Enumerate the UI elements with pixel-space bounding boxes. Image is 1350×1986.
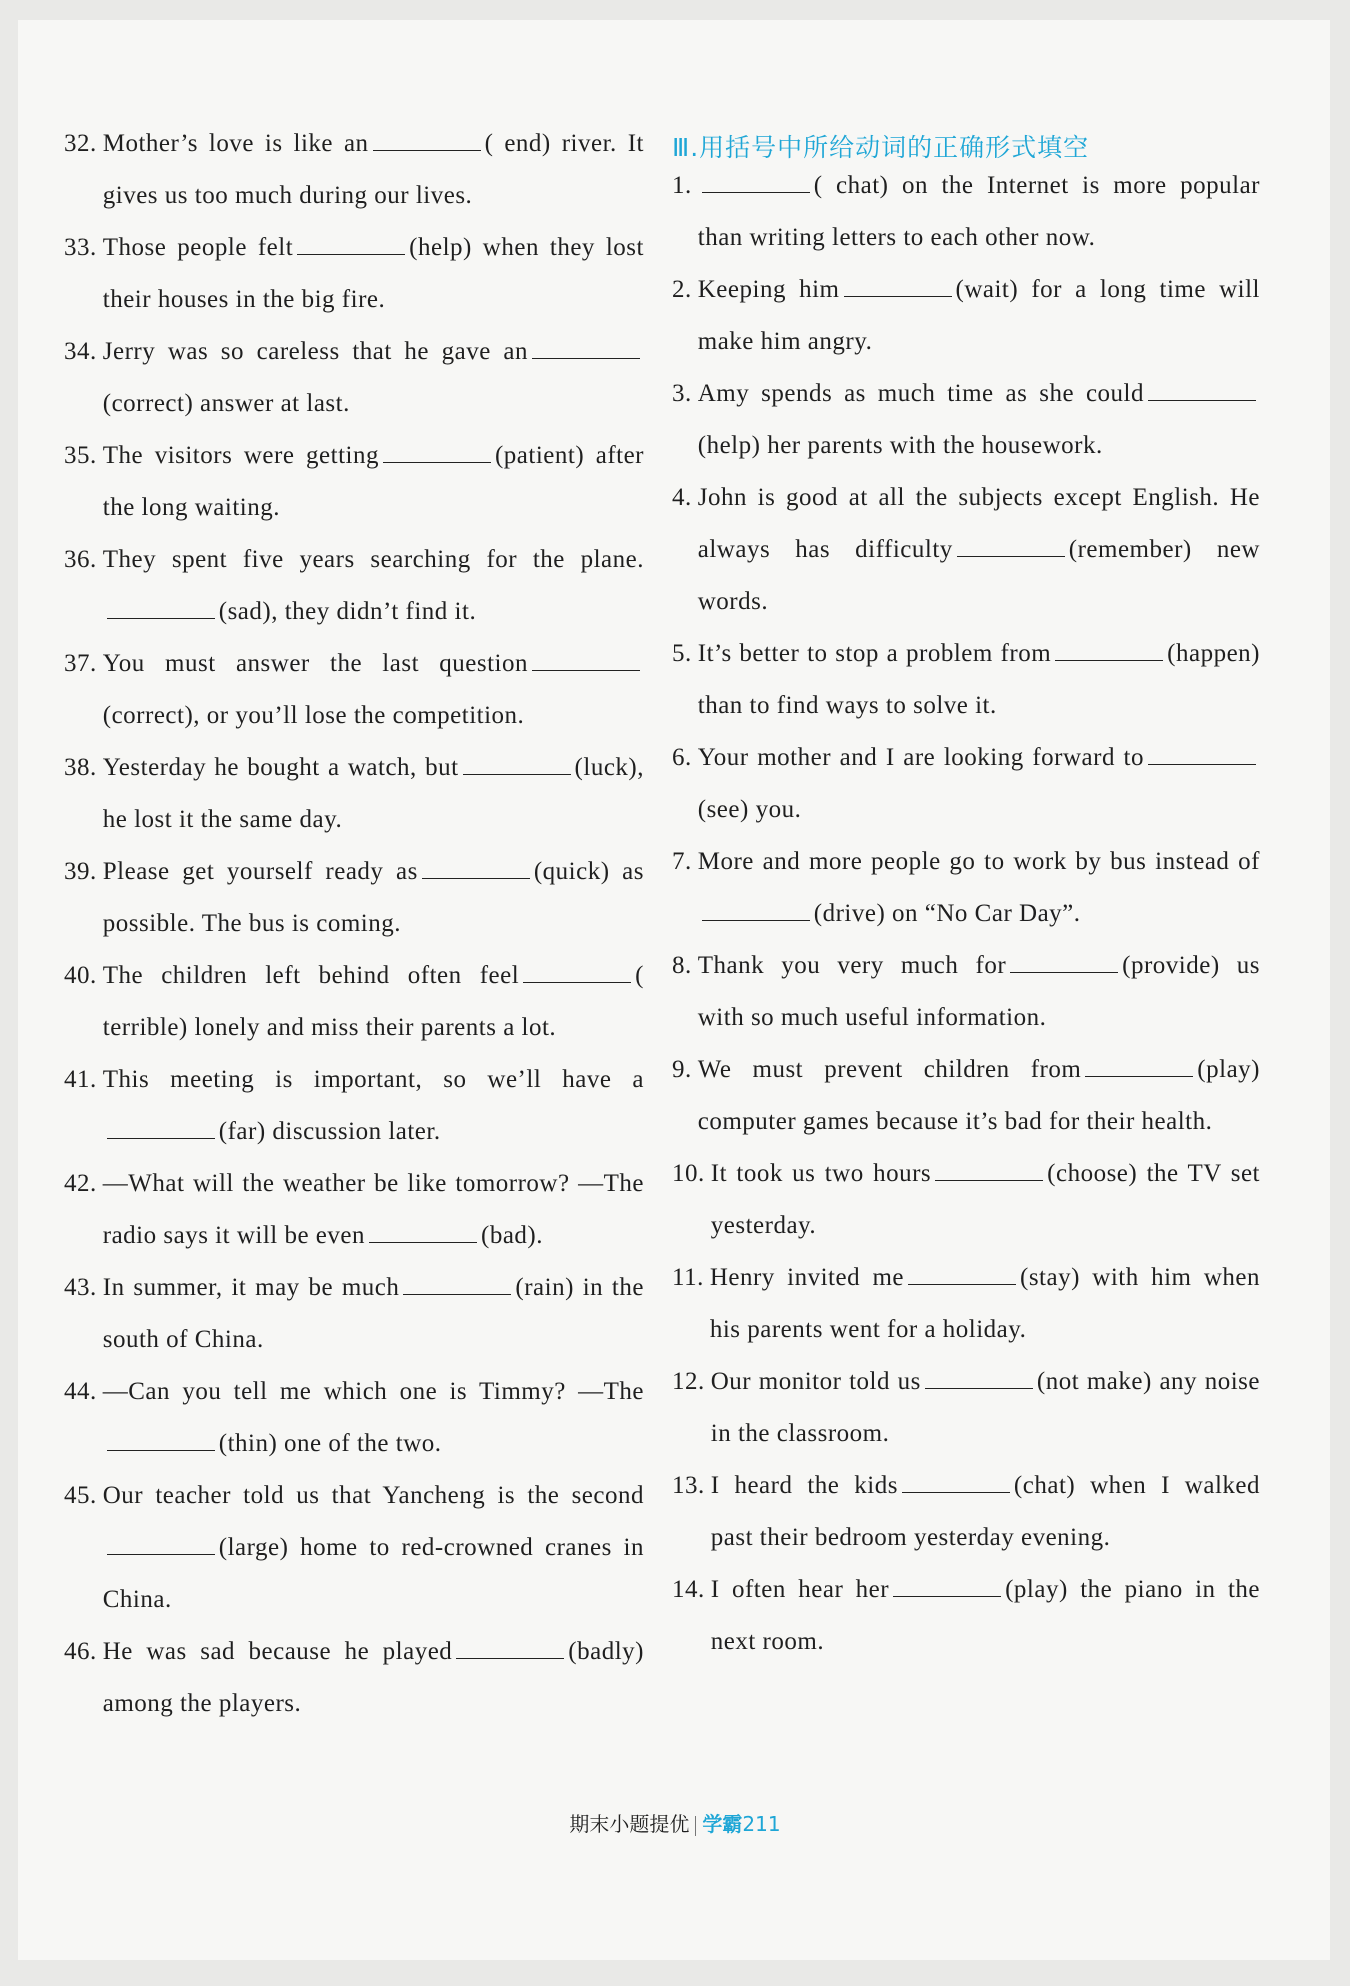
- question-item: [64, 1626, 644, 1730]
- question-text: [698, 160, 1260, 264]
- question-item: [64, 1054, 644, 1158]
- answer-blank[interactable]: [107, 592, 215, 619]
- question-number: 1.: [672, 172, 692, 199]
- question-text: [103, 1262, 644, 1366]
- footer-brand: 学霸: [702, 1812, 743, 1836]
- question-text: [711, 1356, 1260, 1460]
- footer-book-title: 期末小题提优: [569, 1812, 690, 1836]
- question-text-before: More and more people go to work by bus instead of: [697, 848, 1260, 875]
- question-item: [672, 1356, 1260, 1460]
- question-number: 45.: [64, 1482, 97, 1509]
- question-number: 39.: [64, 858, 97, 885]
- question-text-after: (drive) on “No Car Day”.: [813, 900, 1081, 927]
- question-text-after: (large) home to red-crowned cranes in China.: [102, 1534, 644, 1613]
- question-text-before: Those people felt: [102, 234, 294, 261]
- question-number: 38.: [64, 754, 97, 781]
- question-item: [64, 1366, 644, 1470]
- question-text-before: Amy spends as much time as she could: [697, 380, 1144, 407]
- question-number: 14.: [672, 1576, 705, 1603]
- question-text-after: (not make) any noise in the classroom.: [710, 1368, 1260, 1447]
- answer-blank[interactable]: [702, 166, 810, 193]
- question-text: [103, 742, 644, 846]
- question-text: [103, 326, 644, 430]
- question-number: 11.: [672, 1264, 704, 1291]
- question-text-before: You must answer the last question: [102, 650, 528, 677]
- question-text-before: Your mother and I are looking forward to: [697, 744, 1144, 771]
- section-title: Ⅲ.用括号中所给动词的正确形式填空: [672, 133, 1090, 162]
- answer-blank[interactable]: [373, 124, 481, 151]
- question-text: [103, 1626, 644, 1730]
- question-number: 13.: [672, 1472, 705, 1499]
- question-text-after: (patient) after the long waiting.: [102, 442, 645, 521]
- question-number: 44.: [64, 1378, 97, 1405]
- question-text-before: Henry invited me: [709, 1264, 904, 1291]
- answer-blank[interactable]: [902, 1466, 1010, 1493]
- question-text-after: (sad), they didn’t find it.: [218, 598, 477, 625]
- question-text-before: We must prevent children from: [697, 1056, 1082, 1083]
- question-text-after: (play) computer games because it’s bad for their health.: [697, 1056, 1260, 1135]
- question-number: 36.: [64, 546, 97, 573]
- answer-blank[interactable]: [935, 1154, 1043, 1181]
- question-item: [672, 1044, 1260, 1148]
- question-number: 7.: [672, 848, 692, 875]
- question-number: 12.: [672, 1368, 705, 1395]
- question-text-after: ( terrible) lonely and miss their parents a lot.: [102, 962, 644, 1041]
- question-item: [64, 950, 644, 1054]
- answer-blank[interactable]: [463, 748, 571, 775]
- question-item: [64, 638, 644, 742]
- question-text-after: (remember) new words.: [697, 536, 1260, 615]
- question-text-after: (stay) with him when his parents went for a holiday.: [709, 1264, 1260, 1343]
- question-text-before: Keeping him: [697, 276, 840, 303]
- question-number: 8.: [672, 952, 692, 979]
- question-number: 5.: [672, 640, 692, 667]
- question-item: [64, 430, 644, 534]
- answer-blank[interactable]: [1085, 1050, 1193, 1077]
- answer-blank[interactable]: [844, 270, 952, 297]
- question-text-after: (correct), or you’ll lose the competition.: [102, 702, 525, 729]
- question-text-before: John is good at all the subjects except English. He always has difficulty: [697, 484, 1260, 563]
- question-item: [64, 1262, 644, 1366]
- question-text: [103, 222, 644, 326]
- question-text-before: The visitors were getting: [102, 442, 379, 469]
- question-number: 6.: [672, 744, 692, 771]
- question-text: [103, 846, 644, 950]
- question-number: 10.: [672, 1160, 705, 1187]
- question-text-after: (play) the piano in the next room.: [710, 1576, 1260, 1655]
- question-text: [103, 1470, 644, 1626]
- question-text-before: I heard the kids: [710, 1472, 898, 1499]
- question-text: [698, 368, 1260, 472]
- answer-blank[interactable]: [532, 644, 640, 671]
- question-text-before: Jerry was so careless that he gave an: [102, 338, 528, 365]
- question-text-after: (wait) for a long time will make him angry.: [697, 276, 1260, 355]
- question-item: [672, 732, 1260, 836]
- question-text-after: (correct) answer at last.: [102, 390, 350, 417]
- answer-blank[interactable]: [925, 1362, 1033, 1389]
- question-text-before: Thank you very much for: [697, 952, 1007, 979]
- question-text-after: ( end) river. It gives us too much during our lives.: [102, 130, 644, 209]
- question-text-before: This meeting is important, so we’ll have a: [102, 1066, 644, 1093]
- question-number: 41.: [64, 1066, 97, 1093]
- question-number: 9.: [672, 1056, 692, 1083]
- answer-blank[interactable]: [532, 332, 640, 359]
- question-text: [711, 1564, 1260, 1668]
- question-number: 4.: [672, 484, 692, 511]
- question-text-after: (rain) in the south of China.: [102, 1274, 644, 1353]
- question-text: [711, 1460, 1260, 1564]
- question-number: 46.: [64, 1638, 97, 1665]
- question-text-before: —What will the weather be like tomorrow? —The radio says it will be even: [102, 1170, 644, 1249]
- question-text-after: (luck), he lost it the same day.: [102, 754, 644, 833]
- left-column: [64, 118, 644, 1730]
- question-text-after: (help) when they lost their houses in the big fire.: [102, 234, 644, 313]
- question-text-before: It took us two hours: [710, 1160, 932, 1187]
- question-item: [672, 472, 1260, 628]
- question-text-after: (provide) us with so much useful information.: [697, 952, 1261, 1031]
- answer-blank[interactable]: [422, 852, 530, 879]
- answer-blank[interactable]: [1148, 738, 1256, 765]
- question-text-after: ( chat) on the Internet is more popular than writing letters to each other now.: [697, 172, 1260, 251]
- question-text: [103, 118, 644, 222]
- question-text-after: (happen) than to find ways to solve it.: [697, 640, 1260, 719]
- question-text: [711, 1148, 1260, 1252]
- question-text-before: They spent five years searching for the plane.: [102, 546, 644, 573]
- question-number: 37.: [64, 650, 97, 677]
- question-text: [698, 264, 1260, 368]
- question-text-before: Please get yourself ready as: [102, 858, 418, 885]
- question-text-before: He was sad because he played: [102, 1638, 453, 1665]
- question-text-before: Yesterday he bought a watch, but: [102, 754, 459, 781]
- question-text-before: Our monitor told us: [710, 1368, 921, 1395]
- answer-blank[interactable]: [908, 1258, 1016, 1285]
- question-number: 3.: [672, 380, 692, 407]
- answer-blank[interactable]: [1148, 374, 1256, 401]
- question-number: 40.: [64, 962, 97, 989]
- question-item: [672, 1148, 1260, 1252]
- question-number: 2.: [672, 276, 692, 303]
- answer-blank[interactable]: [893, 1570, 1001, 1597]
- question-text: [698, 472, 1260, 628]
- question-item: [672, 368, 1260, 472]
- question-item: [672, 1252, 1260, 1356]
- question-item: [64, 742, 644, 846]
- question-text: [103, 430, 644, 534]
- right-column: [672, 160, 1260, 1668]
- question-number: 34.: [64, 338, 97, 365]
- question-text: [710, 1252, 1260, 1356]
- question-text-after: (thin) one of the two.: [218, 1430, 442, 1457]
- answer-blank[interactable]: [1055, 634, 1163, 661]
- question-item: [672, 1460, 1260, 1564]
- question-text-after: (choose) the TV set yesterday.: [710, 1160, 1261, 1239]
- question-text: [698, 1044, 1260, 1148]
- question-text: [103, 1366, 644, 1470]
- answer-blank[interactable]: [383, 436, 491, 463]
- answer-blank[interactable]: [297, 228, 405, 255]
- question-item: [672, 940, 1260, 1044]
- question-text-after: (bad).: [481, 1222, 543, 1249]
- question-text: [103, 638, 644, 742]
- question-item: [64, 1470, 644, 1626]
- question-item: [64, 118, 644, 222]
- question-text-after: (see) you.: [697, 796, 802, 823]
- question-number: 35.: [64, 442, 97, 469]
- answer-blank[interactable]: [369, 1216, 477, 1243]
- answer-blank[interactable]: [107, 1424, 215, 1451]
- question-text: [698, 940, 1260, 1044]
- question-number: 42.: [64, 1170, 97, 1197]
- question-item: [64, 534, 644, 638]
- answer-blank[interactable]: [107, 1112, 215, 1139]
- question-item: [64, 222, 644, 326]
- question-text-before: —Can you tell me which one is Timmy? —The: [102, 1378, 644, 1405]
- question-number: 32.: [64, 130, 97, 157]
- answer-blank[interactable]: [1010, 946, 1118, 973]
- question-item: [64, 326, 644, 430]
- question-text: [698, 836, 1260, 940]
- question-text-after: (badly) among the players.: [102, 1638, 644, 1717]
- question-number: 43.: [64, 1274, 97, 1301]
- question-text-before: Mother’s love is like an: [102, 130, 369, 157]
- question-text-before: The children left behind often feel: [102, 962, 520, 989]
- question-text: [103, 950, 644, 1054]
- answer-blank[interactable]: [523, 956, 631, 983]
- question-text-before: It’s better to stop a problem from: [697, 640, 1052, 667]
- question-item: [672, 836, 1260, 940]
- question-number: 33.: [64, 234, 97, 261]
- question-text: [698, 628, 1260, 732]
- question-item: [64, 1158, 644, 1262]
- question-item: [64, 846, 644, 950]
- question-text: [103, 1054, 644, 1158]
- question-text: [103, 1158, 644, 1262]
- question-item: [672, 160, 1260, 264]
- question-item: [672, 264, 1260, 368]
- answer-blank[interactable]: [107, 1528, 215, 1555]
- question-text-after: (far) discussion later.: [218, 1118, 441, 1145]
- question-text: [698, 732, 1260, 836]
- answer-blank[interactable]: [957, 530, 1065, 557]
- question-text-before: I often hear her: [710, 1576, 890, 1603]
- question-text-after: (quick) as possible. The bus is coming.: [102, 858, 644, 937]
- page-footer: [0, 1808, 1350, 1837]
- answer-blank[interactable]: [456, 1632, 564, 1659]
- page-number: 211: [742, 1812, 781, 1836]
- question-text-before: In summer, it may be much: [102, 1274, 400, 1301]
- answer-blank[interactable]: [403, 1268, 511, 1295]
- question-text: [103, 534, 644, 638]
- question-item: [672, 628, 1260, 732]
- question-text-before: Our teacher told us that Yancheng is the second: [102, 1482, 644, 1509]
- answer-blank[interactable]: [702, 894, 810, 921]
- footer-divider: [695, 1816, 696, 1836]
- question-text-after: (chat) when I walked past their bedroom yesterday evening.: [710, 1472, 1260, 1551]
- question-item: [672, 1564, 1260, 1668]
- question-text-after: (help) her parents with the housework.: [697, 432, 1103, 459]
